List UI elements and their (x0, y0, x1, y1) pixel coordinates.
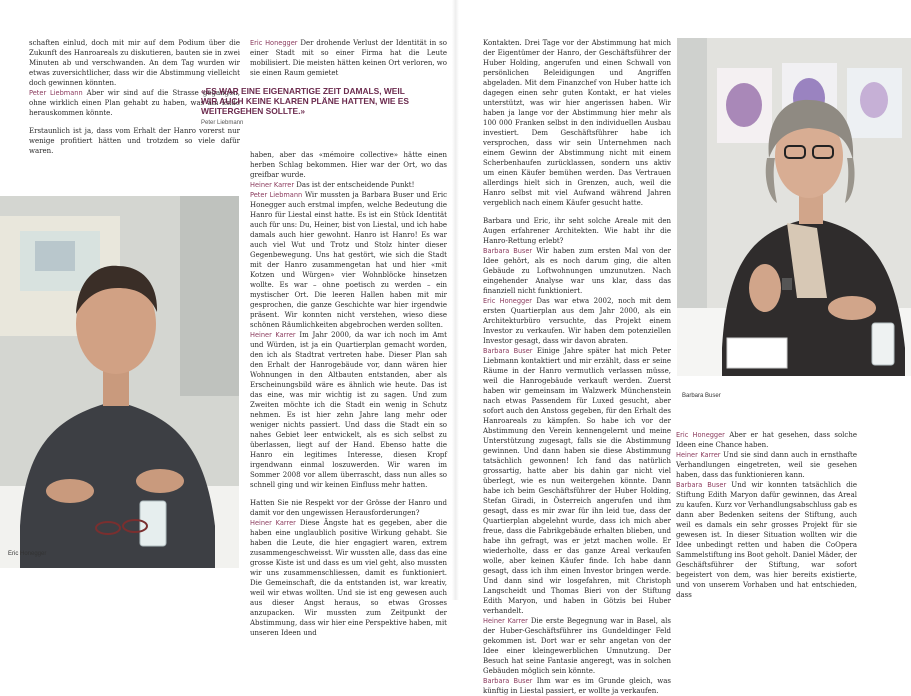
photo-barbara-buser (677, 38, 911, 376)
paragraph: schaften einlud, doch mit mir auf dem Podium über die Zukunft des Hanroareals zu diskutieren, bauten sie in zwei Minuten ab und verschwanden. An dem Tag wurden wir etwas zuversichtlicher, dass wir die Abstimmung vielleicht doch gewinnen könnten. (29, 39, 240, 87)
speaker-name: Eric Honegger (250, 39, 298, 47)
paragraph (483, 676, 671, 696)
pull-quote-credit: Peter Liebmann (201, 120, 244, 126)
portrait-illustration (677, 38, 911, 376)
speech-text: Und sie sind dann auch in ernsthafte Verhandlungen eingetreten, weil sie gesehen haben, dass das funktionieren kann. (676, 451, 857, 479)
speaker-name: Barbara Buser (676, 481, 727, 489)
paragraph (250, 330, 447, 490)
speaker-name: Peter Liebmann (250, 191, 303, 199)
speaker-name: Barbara Buser (483, 347, 533, 355)
question: Erstaunlich ist ja, dass vom Erhalt der Hanro vorerst nur wenige profitiert hätten und trotzdem so viele dafür waren. (29, 127, 240, 155)
paragraph (676, 480, 857, 600)
column-2 (250, 150, 447, 638)
paragraph (250, 518, 447, 638)
speaker-name: Heiner Karrer (250, 331, 296, 339)
paragraph (483, 246, 671, 296)
speaker-name: Heiner Karrer (676, 451, 721, 459)
speaker-name: Barbara Buser (483, 247, 533, 255)
question: Hatten Sie nie Respekt vor der Grösse der Hanro und damit vor den ungewissen Herausforderungen? (250, 499, 447, 517)
speech-text: Das war etwa 2002, noch mit dem ersten Quartierplan aus dem Jahr 2000, als ein Architekturbüro versuchte, das Projekt einem Investor zu verkaufen. Wir haben dem potenziellen Investor gesagt, dass wir davon abraten. (483, 297, 671, 345)
pull-quote (201, 86, 411, 128)
pull-quote-text: «ES WAR EINE EIGENARTIGE ZEIT DAMALS, WEIL WIR AUCH KEINE KLAREN PLÄNE HATTEN, WIE ES WEITERGEHEN SOLLTE.» (201, 86, 409, 116)
paragraph (250, 180, 447, 190)
speech-text: Im Jahr 2000, da war ich noch im Amt und Würden, ist ja ein Quartierplan gemacht worden, den ich als Stadtrat vertreten habe. Dieser Plan sah den Erhalt der Hanrogebäude vor, dann wären hier Wohnungen in den Altbauten entstanden, aber als Erscheinungsbild wäre es ähnlich wie heute. Das ist das eine, was mir wichtig ist zu sagen. Und zum Zweiten möchte ich die Stadt ein wenig in Schutz nehmen. Es ist hier zehn Jahre lang mehr oder weniger nichts passiert. Und dass die Stadt ein so nahes Gebiet leer entwickelt, als es sich selbst zu überlassen, liegt auf der Hand. Ebenso hatte die Hanro ein legitimes Interesse, diesen Kropf irgendwann einmal loszuwerden. Wir waren im Sommer 2008 vor allem überrascht, dass nun alles so schnell ging und wir keinen Einfluss mehr hatten. (250, 331, 447, 489)
speaker-name: Heiner Karrer (483, 617, 528, 625)
speech-text: Und wir konnten tatsächlich die Stiftung Edith Maryon dafür gewinnen, das Areal zu kaufen. Kurz vor Verhandlungsabschluss gab es dann aber Bedenken seitens der Stiftung, auch weil es damals ein sehr grosses Projekt für sie gewesen ist. In dieser Situation wollten wir die Idee unbedingt retten und haben die CoOpera Sammelstiftung ins Boot geholt. Daniel Mäder, der Geschäftsführer der Stiftung, war sofort begeistert von dem, was hier bereits existierte, und von unserem Vorhaben und hat entschieden, dass (676, 481, 857, 599)
question: Barbara und Eric, ihr seht solche Areale mit den Augen erfahrener Architekten. Wie habt ihr die Hanro-Rettung erlebt? (483, 217, 671, 245)
speaker-name: Barbara Buser (483, 677, 533, 685)
paragraph (250, 190, 447, 330)
paragraph (676, 430, 857, 450)
paragraph: Kontakten. Drei Tage vor der Abstimmung hat mich der Eigentümer der Hanro, der Geschäftsführer der Huber Holding, angerufen und einen Schwall von persönlichen Beleidigungen und Angriffen abgeladen. Mit dem Finanzchef von Huber hatte ich dagegen einen sehr guten Kontakt, er hat vieles unterstützt, was wir hier angerissen haben. Wir haben ja lange vor der Abstimmung hier mehr als 100 000 Franken selbst in den individuellen Ausbau investiert. Dem Geschäftsführer habe ich versprochen, dass wir sein Unternehmen nach einem Gewinn der Abstimmung nicht mit einem Scherbenhaufen zurücklassen, sondern uns aktiv um einen Käufer bemühen werden. Das Vertrauen allerdings hielt sich in Grenzen, auch, weil die Hanro selbst mit viel Aufwand während Jahren vergeblich nach einem Käufer gesucht hatte. (483, 39, 671, 207)
speech-text: Wir haben zum ersten Mal von der Idee gehört, als es noch darum ging, die alten Gebäude zu Loftwohnungen umzunutzen. Nach eingehender Analyse war uns klar, dass das finanziell nicht funktioniert. (483, 247, 671, 295)
speech-text: Das ist der entscheidende Punkt! (294, 181, 415, 189)
speech-text: Einige Jahre später hat mich Peter Liebmann kontaktiert und mir erzählt, dass er seine Räume in der Hanro vermutlich verlassen müsse, weil die Hanrogebäude verkauft werden. Zuerst haben wir gemeinsam im Walzwerk Münchenstein nach etwas Passendem für Luxed gesucht, aber sofort auch den Anstoss gegeben, für den Erhalt des Hanroareals zu kämpfen. So habe ich vor der Abstimmung den Verein kennengelernt und meine Unterstützung zugesagt, falls sie die Abstimmung gewinnen. Und dann haben sie diese Abstimmung tatsächlich gewonnen! Ich fand das natürlich grossartig, hatte aber bis dahin gar nicht viel überlegt, wie es nun weitergehen könnte. Dann habe ich beim Geschäftsführer der Huber Holding, Stefan Giradi, in Österreich angerufen und ihm gesagt, dass es mir zwar für ihn leid tue, dass der Quartierplan abgelehnt wurde, dass ich mich aber freue, dass die Fabrikgebäude erhalten blieben, und habe ihn gefragt, was er jetzt machen wolle. Er wiederholte, dass er das ganze Areal verkaufen wolle, aber keinen Käufer finde. Ich habe dann gesagt, dass ich ihm einen Investor bringen werde. Und dann sind wir losgefahren, mit Christoph Langscheidt und Thomas Bieri von der Stiftung Edith Maryon, und haben in Götzis bei Huber verhandelt. (483, 347, 671, 615)
paragraph (676, 450, 857, 480)
paragraph (483, 346, 671, 616)
column-2-top (250, 38, 447, 78)
paragraph (250, 38, 447, 78)
paragraph (483, 616, 671, 676)
speech-text: Aber wir sind auf die Strasse gegangen, ohne wirklich einen Plan gehabt zu haben, was am Ende herauskommen könnte. (29, 89, 240, 117)
page-gutter (452, 0, 459, 600)
speaker-name: Heiner Karrer (250, 181, 295, 189)
speech-text: Der drohende Verlust der Identität in so einer Stadt mit so einer Firma hat die Leute mobilisiert. Die meisten hätten keinen Ort verloren, wo sie einen Raum gemietet (250, 39, 448, 77)
speech-text: Die erste Begegnung war in Basel, als der Huber-Geschäftsführer ins Gundeldinger Feld gekommen ist. Dort war er sehr angetan von der Idee einer kleingewerblichen Umnutzung. Der Besuch hat seine Fantasie angeregt, was in solchen Gebäuden möglich sein könnte. (483, 617, 671, 675)
photo-eric-honegger (0, 196, 239, 568)
column-3 (483, 38, 671, 696)
speech-text: Diese Ängste hat es gegeben, aber die haben eine unglaublich positive Wirkung gehabt. Sie haben die Leute, die hier engagiert waren, extrem zusammengeschweisst. Wir wussten alle, dass das eine grosse Kiste ist und dass es um viel geht, also mussten wir uns zusammenschliessen, damit es funktioniert. Die Gemeinschaft, die da entstanden ist, war kreativ, weil wir etwas wollten. Und sie ist eng gewesen auch aus dieser Angst heraus, so etwas Grosses anzupacken. Wir mussten zum Zeitpunkt der Abstimmung, dass wir hier eine Perspektive haben, mit unseren Ideen und (250, 519, 447, 637)
speech-text: Aber er hat gesehen, dass solche Ideen eine Chance haben. (676, 431, 857, 449)
column-4 (676, 430, 857, 600)
paragraph: haben, aber das «mémoire collective» hätte einen herben Schlag bekommen. Hier war der Ort, wo das greifbar wurde. (250, 151, 447, 179)
speech-text: Ihm war es im Grunde gleich, was künftig in Liestal passiert, er wollte ja verkaufen. (483, 677, 671, 695)
paragraph (483, 296, 671, 346)
photo-caption-left: Eric Honegger (8, 551, 47, 557)
speech-text: Wir mussten ja Barbara Buser und Eric Honegger auch erstmal impfen, welche Bedeutung die Hanro für Liestal einst hatte. Es ist ein Stück Identität auch für uns: Du, Heiner, bist von Liestal, und ich habe damals auch hier gewohnt. Hanro ist Hanro! Es war auch viel Wut und Trotz und Stolz hinter dieser Gegenbewegung. Uns hat gestört, wie sich die Stadt mit der Hanro zusammengetan hat und hier «mit Kotzen und Würgen» vier Wohnblöcke hinsetzen wollte. Es war – ohne poetisch zu werden – ein mystischer Ort. Die leeren Hallen haben mit mir gesprochen, die ganze Geschichte war hier irgendwie präsent. Wir konnten nicht verstehen, wieso diese schönen Räumlichkeiten abgebrochen werden sollten. (250, 191, 447, 329)
speaker-name: Eric Honegger (483, 297, 532, 305)
photo-caption-right: Barbara Buser (682, 393, 721, 399)
portrait-illustration (0, 196, 239, 568)
speaker-name: Heiner Karrer (250, 519, 296, 527)
speaker-name: Peter Liebmann (29, 89, 83, 97)
speaker-name: Eric Honegger (676, 431, 725, 439)
